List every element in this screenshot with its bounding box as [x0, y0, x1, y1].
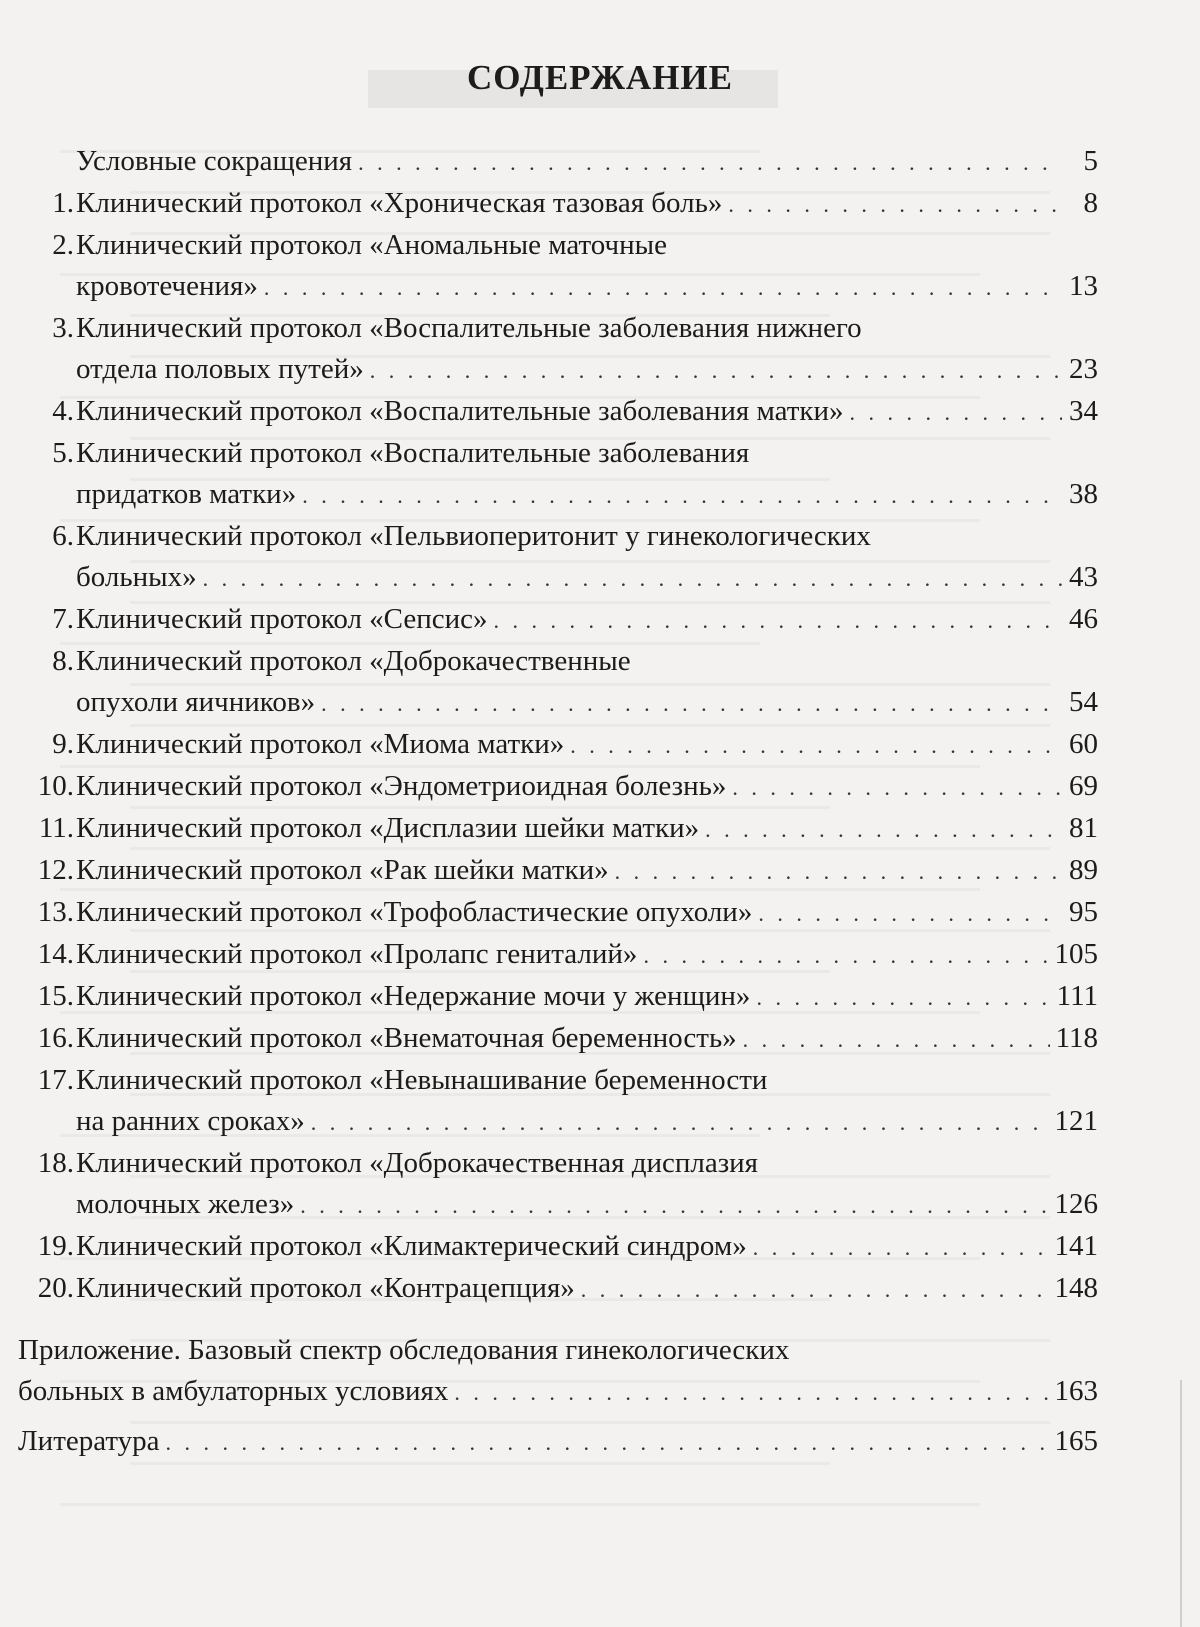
toc-page-number: 5 [1083, 145, 1098, 177]
toc-line [76, 892, 1098, 934]
toc-entry[interactable] [18, 225, 1098, 308]
toc-line [76, 724, 1098, 766]
toc-page-number: 126 [1054, 1188, 1098, 1220]
toc-entry-number: 10. [37, 770, 74, 802]
toc-entry-number: 4. [52, 395, 74, 427]
toc-entry[interactable] [18, 1018, 1098, 1060]
toc-text: Клинический протокол «Эндометриоидная болезнь» [76, 770, 727, 802]
toc-entry[interactable] [18, 1143, 1098, 1226]
toc-page-number: 111 [1056, 980, 1098, 1012]
dot-leader [264, 267, 1062, 308]
toc-text: на ранних сроках» [76, 1105, 305, 1137]
dot-leader [300, 1185, 1048, 1226]
toc-text: Клинический протокол «Климактерический синдром» [76, 1230, 747, 1262]
toc-line [76, 474, 1098, 516]
toc-entry[interactable] [18, 934, 1098, 976]
toc-text: Клинический протокол «Аномальные маточные [76, 229, 667, 261]
page-edge [1180, 1380, 1182, 1627]
toc-line [76, 641, 1098, 682]
toc-entry-number: 19. [37, 1230, 74, 1262]
toc-line [76, 808, 1098, 850]
toc-text: Клинический протокол «Воспалительные заболевания матки» [76, 395, 844, 427]
toc-text: Клинический протокол «Воспалительные заболевания нижнего [76, 312, 862, 344]
toc-line [76, 1143, 1098, 1184]
toc-line [76, 682, 1098, 724]
toc-entry-number: 17. [37, 1064, 74, 1096]
toc-text: молочных желез» [76, 1188, 295, 1220]
dot-leader [454, 1372, 1048, 1413]
toc-text: Клинический протокол «Сепсис» [76, 603, 488, 635]
toc-text: Клинический протокол «Недержание мочи у женщин» [76, 980, 751, 1012]
toc-entry-number: 1. [52, 187, 74, 219]
toc-entry[interactable] [18, 1226, 1098, 1268]
toc-line [76, 433, 1098, 474]
toc-page-number: 8 [1083, 187, 1098, 219]
toc-line [76, 266, 1098, 308]
toc-page-number: 118 [1055, 1022, 1098, 1054]
toc-text: придатков матки» [76, 478, 297, 510]
toc-entry-number: 11. [38, 812, 74, 844]
dot-leader [321, 683, 1062, 724]
toc-line [76, 1226, 1098, 1268]
toc-line [76, 183, 1098, 225]
dot-leader [732, 767, 1062, 808]
toc-page-number: 38 [1069, 478, 1098, 510]
toc-line [76, 1268, 1098, 1310]
toc-text: опухоли яичников» [76, 686, 316, 718]
toc-page-number: 13 [1069, 270, 1098, 302]
toc-entries [18, 141, 1098, 1310]
toc-line [76, 766, 1098, 808]
toc-page-number: 69 [1069, 770, 1098, 802]
dot-leader [302, 475, 1062, 516]
toc-line [76, 934, 1098, 976]
toc-text: Клинический протокол «Пельвиоперитонит у гинекологических [76, 520, 871, 552]
toc-line [76, 225, 1098, 266]
dot-leader [203, 558, 1062, 599]
toc-text: Клинический протокол «Рак шейки матки» [76, 854, 609, 886]
toc-page-number: 105 [1054, 938, 1098, 970]
dot-leader [570, 725, 1062, 766]
toc-line [76, 141, 1098, 183]
toc-text: Клинический протокол «Миома матки» [76, 728, 565, 760]
toc-line [18, 1330, 1098, 1371]
toc-entry-number: 9. [52, 728, 74, 760]
toc-line [76, 1101, 1098, 1143]
toc-text: Условные сокращения [76, 145, 353, 177]
dot-leader [615, 851, 1062, 892]
toc-page-number: 141 [1054, 1230, 1098, 1262]
dot-leader [705, 809, 1062, 850]
toc-entry-number: 14. [37, 938, 74, 970]
toc-entry-number: 13. [37, 896, 74, 928]
toc-text: Клинический протокол «Пролапс гениталий» [76, 938, 638, 970]
toc-text: кровотечения» [76, 270, 258, 302]
dot-leader [728, 184, 1062, 225]
dot-leader [753, 1227, 1049, 1268]
toc-page-number: 95 [1069, 896, 1098, 928]
dot-leader [756, 977, 1050, 1018]
toc-page-number: 163 [1054, 1375, 1098, 1407]
toc-page-number: 60 [1069, 728, 1098, 760]
table-of-contents [18, 141, 1098, 1463]
toc-entry-number: 2. [52, 229, 74, 261]
dot-leader [494, 600, 1062, 641]
dot-leader [311, 1102, 1049, 1143]
toc-entry[interactable] [18, 599, 1098, 641]
toc-page-number: 23 [1069, 353, 1098, 385]
toc-page-number: 148 [1054, 1272, 1098, 1304]
dot-leader [643, 935, 1048, 976]
toc-entry[interactable] [18, 391, 1098, 433]
toc-text: больных в амбулаторных условиях [18, 1375, 449, 1407]
toc-entry-number: 3. [52, 312, 74, 344]
toc-page-number: 165 [1054, 1425, 1098, 1457]
dot-leader [358, 142, 1062, 183]
dot-leader [743, 1019, 1050, 1060]
toc-text: Литература [18, 1425, 160, 1457]
toc-text: отдела половых путей» [76, 353, 364, 385]
toc-text: Клинический протокол «Воспалительные заболевания [76, 437, 750, 469]
dot-leader [758, 893, 1062, 934]
toc-text: Клинический протокол «Невынашивание беременности [76, 1064, 768, 1096]
toc-line [76, 349, 1098, 391]
toc-text: Клинический протокол «Контрацепция» [76, 1272, 575, 1304]
toc-page-number: 121 [1054, 1105, 1098, 1137]
toc-text: Приложение. Базовый спектр обследования гинекологических [18, 1334, 790, 1366]
toc-entry-number: 8. [52, 645, 74, 677]
toc-text: Клинический протокол «Доброкачественные [76, 645, 631, 677]
toc-entry-number: 20. [37, 1272, 74, 1304]
toc-text: Клинический протокол «Хроническая тазовая боль» [76, 187, 723, 219]
dot-leader [850, 392, 1062, 433]
toc-entry[interactable] [18, 516, 1098, 599]
toc-line [76, 1060, 1098, 1101]
page-title: СОДЕРЖАНИЕ [466, 58, 733, 97]
toc-entry[interactable] [18, 766, 1098, 808]
toc-entry-number: 5. [52, 437, 74, 469]
toc-page-number: 81 [1069, 812, 1098, 844]
toc-entry[interactable] [18, 808, 1098, 850]
dot-leader [166, 1422, 1049, 1463]
toc-literature[interactable] [18, 1421, 1098, 1463]
toc-line [76, 1184, 1098, 1226]
toc-line [18, 1421, 1098, 1463]
toc-line [76, 308, 1098, 349]
toc-text: Клинический протокол «Доброкачественная дисплазия [76, 1147, 759, 1179]
toc-line [18, 1371, 1098, 1413]
toc-text: Клинический протокол «Трофобластические опухоли» [76, 896, 753, 928]
toc-entry-number: 18. [37, 1147, 74, 1179]
toc-line [76, 516, 1098, 557]
toc-entry[interactable] [18, 892, 1098, 934]
toc-line [76, 850, 1098, 892]
dot-leader [370, 350, 1062, 391]
toc-entry-number: 16. [37, 1022, 74, 1054]
toc-entry-number: 12. [37, 854, 74, 886]
toc-entry[interactable] [18, 308, 1098, 391]
toc-entry[interactable] [18, 141, 1098, 183]
toc-line [76, 391, 1098, 433]
dot-leader [581, 1269, 1049, 1310]
toc-entry-number: 15. [37, 980, 74, 1012]
toc-entry[interactable] [18, 641, 1098, 724]
toc-entry[interactable] [18, 1060, 1098, 1143]
toc-page-number: 46 [1069, 603, 1098, 635]
toc-line [76, 976, 1098, 1018]
toc-page-number: 34 [1069, 395, 1098, 427]
toc-line [76, 1018, 1098, 1060]
toc-page-number: 89 [1069, 854, 1098, 886]
toc-entry-number: 7. [52, 603, 74, 635]
toc-page-number: 54 [1069, 686, 1098, 718]
toc-appendix[interactable] [18, 1330, 1098, 1413]
toc-text: Клинический протокол «Дисплазии шейки матки» [76, 812, 700, 844]
toc-entry[interactable] [18, 183, 1098, 225]
toc-page-number: 43 [1069, 561, 1098, 593]
toc-entry[interactable] [18, 976, 1098, 1018]
toc-line [76, 557, 1098, 599]
toc-entry[interactable] [18, 724, 1098, 766]
toc-text: больных» [76, 561, 197, 593]
toc-text: Клинический протокол «Внематочная беременность» [76, 1022, 737, 1054]
toc-line [76, 599, 1098, 641]
toc-entry[interactable] [18, 1268, 1098, 1310]
toc-entry[interactable] [18, 433, 1098, 516]
toc-entry[interactable] [18, 850, 1098, 892]
toc-entry-number: 6. [52, 520, 74, 552]
